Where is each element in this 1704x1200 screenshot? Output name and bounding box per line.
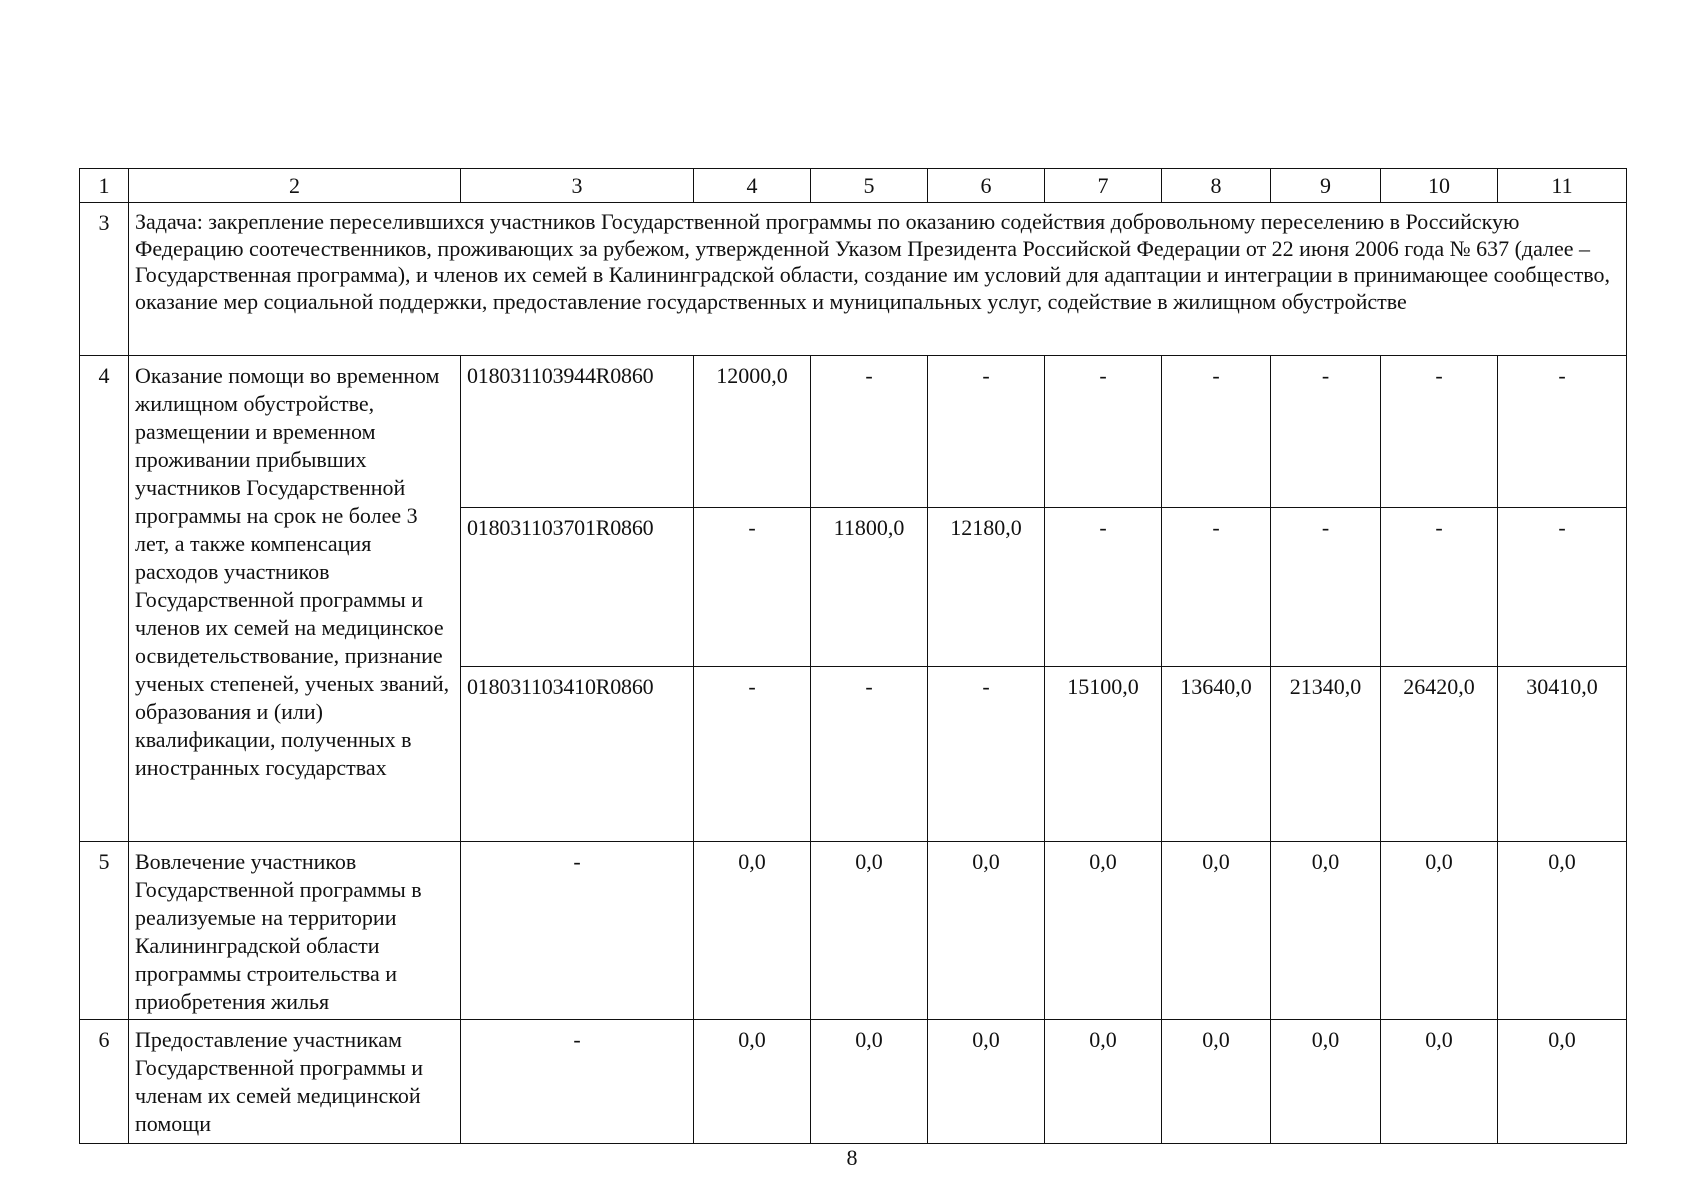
value-cell: - <box>1271 356 1381 508</box>
value-cell: 21340,0 <box>1271 667 1381 842</box>
value-cell: 0,0 <box>1162 1020 1271 1144</box>
value-cell: - <box>811 356 928 508</box>
value-cell: - <box>811 667 928 842</box>
value-cell: 0,0 <box>1045 1020 1162 1144</box>
header-row <box>80 169 1627 203</box>
value-cell: 26420,0 <box>1381 667 1498 842</box>
header-cell: 10 <box>1381 169 1498 203</box>
value-cell: - <box>694 508 811 667</box>
header-cell: 4 <box>694 169 811 203</box>
value-cell: 0,0 <box>928 1020 1045 1144</box>
header-cell: 7 <box>1045 169 1162 203</box>
value-cell: - <box>928 356 1045 508</box>
value-cell: - <box>694 667 811 842</box>
budget-code: - <box>461 1020 694 1144</box>
row-number: 5 <box>80 842 129 1020</box>
value-cell: - <box>1381 508 1498 667</box>
task-text: Задача: закрепление переселившихся участников Государственной программы по оказанию содействия добровольному переселению в Российскую Федерацию соотечественников, проживающих за рубежом, утвержденной Указом Президента Российской Федерации от 22 июня 2006 года № 637 (далее – Государственная программа), и членов их семей в Калининградской области, создание им условий для адаптации и интеграции в принимающее сообщество, оказание мер социальной поддержки, предоставление государственных и муниципальных услуг, содействие в жилищном обустройстве <box>129 203 1627 356</box>
value-cell: 0,0 <box>811 1020 928 1144</box>
value-cell: 30410,0 <box>1498 667 1627 842</box>
value-cell: 0,0 <box>1381 1020 1498 1144</box>
table-row <box>80 356 1627 508</box>
page-number: 8 <box>846 1145 858 1170</box>
value-cell: 0,0 <box>1271 1020 1381 1144</box>
value-cell: - <box>1045 508 1162 667</box>
row-number: 6 <box>80 1020 129 1144</box>
header-cell: 5 <box>811 169 928 203</box>
value-cell: - <box>1162 508 1271 667</box>
budget-code: 018031103944R0860 <box>461 356 694 508</box>
value-cell: 0,0 <box>1381 842 1498 1020</box>
funding-table <box>79 168 1627 1144</box>
value-cell: 0,0 <box>1162 842 1271 1020</box>
value-cell: 0,0 <box>1498 842 1627 1020</box>
row-number: 3 <box>80 203 129 356</box>
value-cell: 0,0 <box>1271 842 1381 1020</box>
value-cell: - <box>1271 508 1381 667</box>
value-cell: 0,0 <box>811 842 928 1020</box>
value-cell: 12180,0 <box>928 508 1045 667</box>
value-cell: - <box>1498 356 1627 508</box>
table-row <box>80 842 1627 1020</box>
value-cell: - <box>928 667 1045 842</box>
value-cell: 0,0 <box>928 842 1045 1020</box>
value-cell: 0,0 <box>1045 842 1162 1020</box>
value-cell: 15100,0 <box>1045 667 1162 842</box>
header-cell: 11 <box>1498 169 1627 203</box>
value-cell: 12000,0 <box>694 356 811 508</box>
measure-name: Оказание помощи во временном жилищном обустройстве, размещении и временном проживании прибывших участников Государственной программы на срок не более 3 лет, а также компенсация расходов участников Государственной программы и членов их семей на медицинское освидетельствование, признание ученых степеней, ученых званий, образования и (или) квалификации, полученных в иностранных государствах <box>129 356 461 842</box>
header-cell: 9 <box>1271 169 1381 203</box>
value-cell: - <box>1162 356 1271 508</box>
budget-code: 018031103701R0860 <box>461 508 694 667</box>
value-cell: - <box>1045 356 1162 508</box>
table-row <box>80 1020 1627 1144</box>
measure-name: Предоставление участникам Государственной программы и членам их семей медицинской помощи <box>129 1020 461 1144</box>
value-cell: - <box>1381 356 1498 508</box>
value-cell: 0,0 <box>694 842 811 1020</box>
value-cell: 13640,0 <box>1162 667 1271 842</box>
value-cell: 11800,0 <box>811 508 928 667</box>
measure-name: Вовлечение участников Государственной программы в реализуемые на территории Калининградской области программы строительства и приобретения жилья <box>129 842 461 1020</box>
header-cell: 1 <box>80 169 129 203</box>
budget-code: - <box>461 842 694 1020</box>
budget-code: 018031103410R0860 <box>461 667 694 842</box>
value-cell: 0,0 <box>1498 1020 1627 1144</box>
header-cell: 2 <box>129 169 461 203</box>
value-cell: 0,0 <box>694 1020 811 1144</box>
header-cell: 6 <box>928 169 1045 203</box>
header-cell: 3 <box>461 169 694 203</box>
value-cell: - <box>1498 508 1627 667</box>
header-cell: 8 <box>1162 169 1271 203</box>
row-number: 4 <box>80 356 129 842</box>
task-row <box>80 203 1627 356</box>
